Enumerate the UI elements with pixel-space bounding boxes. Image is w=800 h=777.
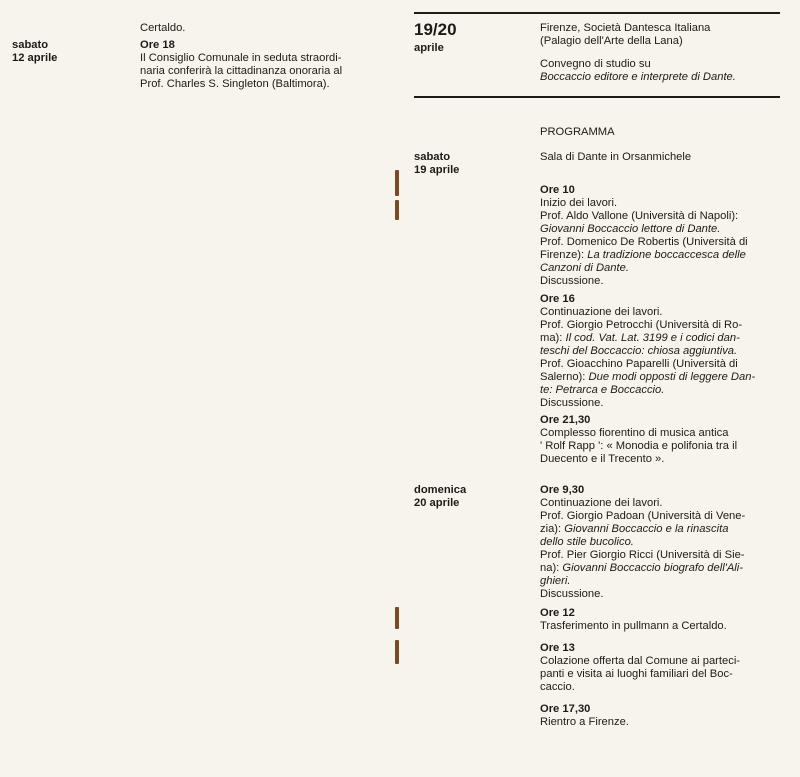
session-line: Prof. Gioacchino Paparelli (Università di: [540, 358, 738, 370]
left-session: [140, 39, 342, 91]
session-line: Inizio dei lavori.: [540, 197, 618, 209]
convegno-title: Boccaccio editore e interprete di Dante.: [540, 71, 736, 83]
session-line: Giovanni Boccaccio lettore di Dante.: [540, 223, 721, 235]
session-line: Discussione.: [540, 588, 604, 600]
session-ore-9-30: [540, 484, 745, 601]
session-line: panti e visita ai luoghi familiari del Boc-: [540, 668, 733, 680]
session-text: na):: [540, 562, 563, 574]
session-ore-13: [540, 642, 740, 694]
session-line: te: Petrarca e Boccaccio.: [540, 384, 665, 396]
session-line: Discussione.: [540, 397, 604, 409]
day2-date: 20 aprile: [414, 497, 460, 509]
session-line: Prof. Giorgio Padoan (Università di Vene-: [540, 510, 746, 522]
session-line: ghieri.: [540, 575, 571, 587]
session-line: Duecento e il Trecento ».: [540, 453, 665, 465]
session-line: Prof. Giorgio Petrocchi (Università di Ro-: [540, 319, 743, 331]
header-month: aprile: [414, 42, 444, 54]
session-title: Giovanni Boccaccio biografo dell'Ali-: [562, 562, 743, 574]
session-line: Trasferimento in pullmann a Certaldo.: [540, 620, 727, 632]
session-line: Rientro a Firenze.: [540, 716, 629, 728]
session-line: Prof. Aldo Vallone (Università di Napoli):: [540, 210, 739, 222]
day1-label: sabato: [414, 151, 451, 163]
binding-mark: [395, 170, 399, 196]
session-line: Colazione offerta dal Comune ai parteci-: [540, 655, 741, 667]
left-time: Ore 18: [140, 39, 175, 51]
session-line: [540, 332, 755, 345]
left-place: Certaldo.: [140, 22, 186, 34]
left-day: sabato: [12, 39, 49, 51]
session-line: Continuazione dei lavori.: [540, 306, 663, 318]
session-line: [540, 371, 755, 384]
session-text: zia):: [540, 523, 565, 535]
day2-label: domenica: [414, 484, 467, 496]
session-line: dello stile bucolico.: [540, 536, 634, 548]
left-line-3: Prof. Charles S. Singleton (Baltimora).: [140, 78, 330, 90]
session-text: Firenze):: [540, 249, 588, 261]
session-ore-10: [540, 184, 748, 288]
session-line: Prof. Pier Giorgio Ricci (Università di Sie-: [540, 549, 745, 561]
venue-line-2: (Palagio dell'Arte della Lana): [540, 35, 683, 47]
left-line-2: naria conferirà la cittadinanza onoraria al: [140, 65, 343, 77]
session-line: [540, 523, 745, 536]
session-line: Prof. Domenico De Robertis (Università di: [540, 236, 748, 248]
session-time: Ore 13: [540, 642, 575, 654]
session-line: caccio.: [540, 681, 575, 693]
binding-mark: [395, 607, 399, 629]
session-title: Due modi opposti di leggere Dan-: [588, 371, 756, 383]
venue-line-1: Firenze, Società Dantesca Italiana: [540, 22, 711, 34]
session-time: Ore 9,30: [540, 484, 585, 496]
session-line: Continuazione dei lavori.: [540, 497, 663, 509]
programma-title: PROGRAMMA: [540, 126, 615, 138]
session-ore-12: [540, 607, 727, 633]
session-line: Discussione.: [540, 275, 604, 287]
session-time: Ore 12: [540, 607, 575, 619]
session-line: teschi del Boccaccio: chiosa aggiuntiva.: [540, 345, 738, 357]
header-convegno: [540, 58, 736, 84]
session-title: La tradizione boccaccesca delle: [587, 249, 746, 261]
left-date: 12 aprile: [12, 52, 58, 64]
session-title: Il cod. Vat. Lat. 3199 e i codici dan-: [565, 332, 740, 344]
session-ore-16: [540, 293, 755, 410]
session-title: Giovanni Boccaccio e la rinascita: [564, 523, 729, 535]
binding-mark: [395, 640, 399, 664]
convegno-line: Convegno di studio su: [540, 58, 651, 70]
left-line-1: Il Consiglio Comunale in seduta straordi-: [140, 52, 342, 64]
session-line: ' Rolf Rapp ': « Monodia e polifonia tra il: [540, 440, 738, 452]
session-line: Complesso fiorentino di musica antica: [540, 427, 729, 439]
day1-date: 19 aprile: [414, 164, 460, 176]
header-rule: [414, 96, 780, 98]
session-line: [540, 562, 745, 575]
session-line: Canzoni di Dante.: [540, 262, 629, 274]
session-time: Ore 16: [540, 293, 575, 305]
binding-mark: [395, 200, 399, 220]
session-text: ma):: [540, 332, 566, 344]
session-time: Ore 21,30: [540, 414, 591, 426]
session-line: [540, 249, 748, 262]
top-rule: [414, 12, 780, 14]
session-ore-21-30: [540, 414, 737, 466]
header-dates: 19/20: [414, 20, 457, 39]
header-venue: [540, 22, 710, 48]
session-ore-17-30: [540, 703, 629, 729]
hall-label: Sala di Dante in Orsanmichele: [540, 151, 692, 163]
session-time: Ore 17,30: [540, 703, 591, 715]
session-time: Ore 10: [540, 184, 575, 196]
session-text: Salerno):: [540, 371, 589, 383]
